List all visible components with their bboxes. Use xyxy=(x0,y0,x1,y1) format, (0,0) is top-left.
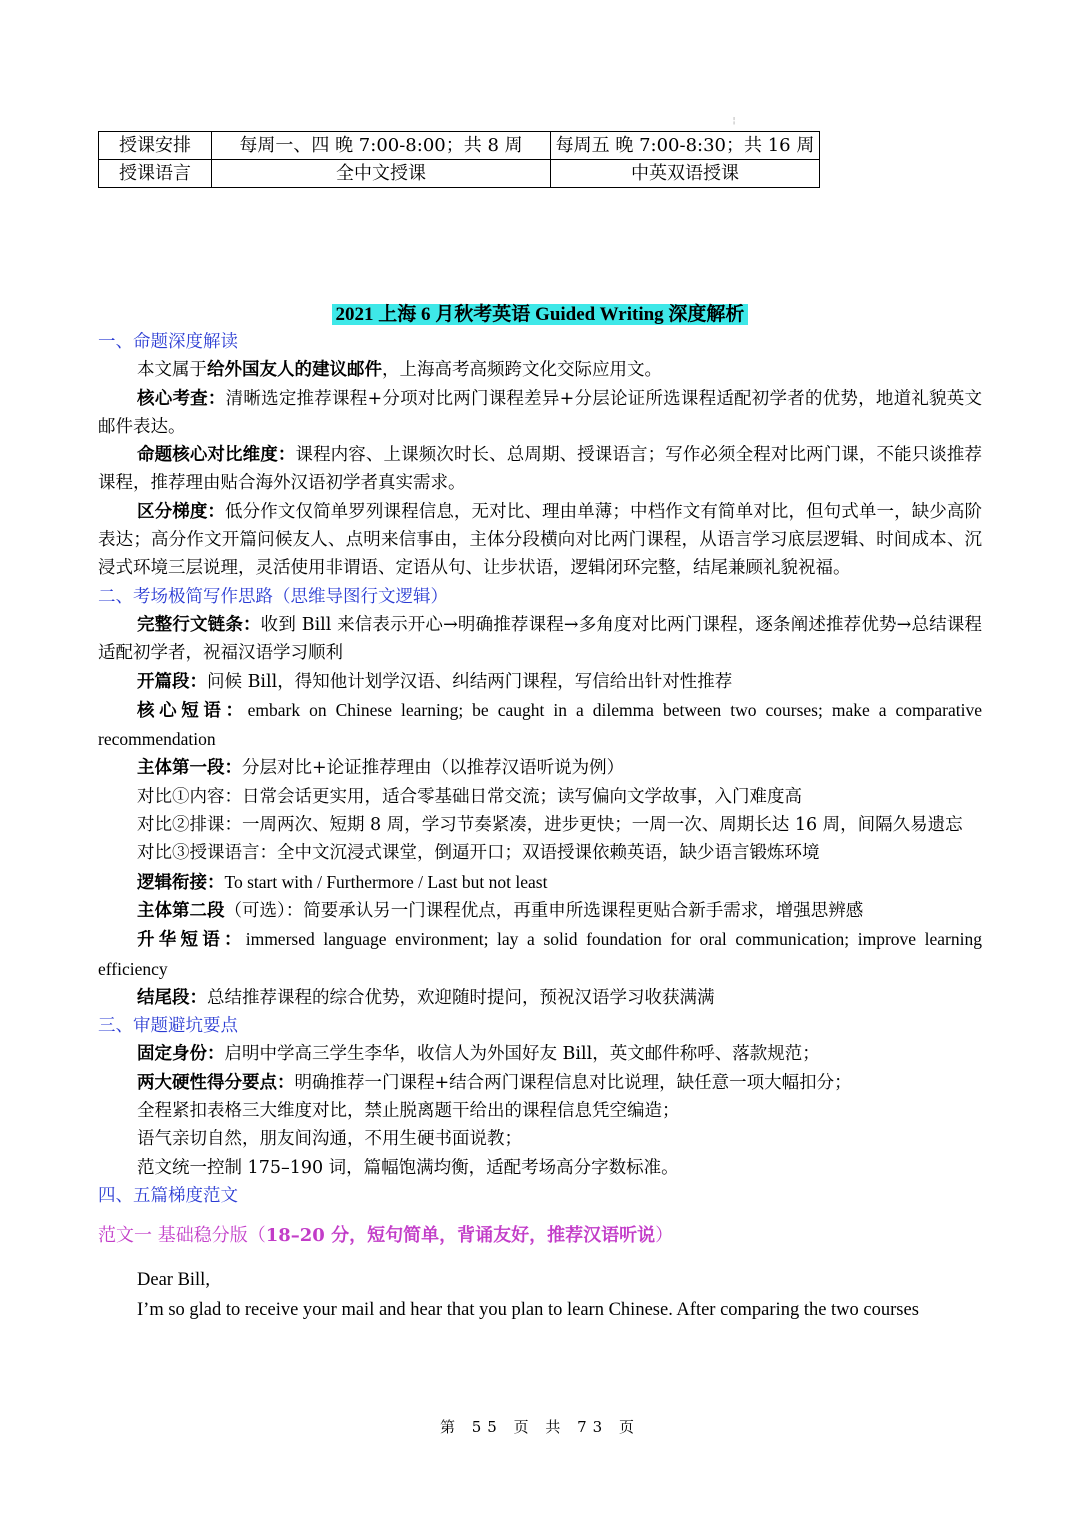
schedule-table xyxy=(98,131,820,188)
paragraph: 命题核心对比维度：课程内容、上课频次时长、总周期、授课语言；写作必须全程对比两门课，不能只谈推荐课程，推荐理由贴合海外汉语初学者真实需求。 xyxy=(98,445,983,494)
paragraph: 对比①内容：日常会话更实用，适合零基础日常交流；读写偏向文学故事，入门难度高 xyxy=(137,786,802,807)
list-item: 范文统一控制 175–190 词，篇幅饱满均衡，适配考场高分字数标准。 xyxy=(137,1157,679,1178)
paragraph: 完整行文链条：收到 Bill 来信表示开心→明确推荐课程→多角度对比两门课程，逐条阐述推荐优势→总结课程适配初学者，祝福汉语学习顺利 xyxy=(98,614,983,664)
table-cell: 每周五 晚 7:00-8:30；共 16 周 xyxy=(551,132,820,160)
section-heading: 四、五篇梯度范文 xyxy=(98,1185,238,1206)
document-body xyxy=(98,328,982,1325)
list-item: 全程紧扣表格三大维度对比，禁止脱离题干给出的课程信息凭空编造； xyxy=(137,1101,680,1122)
table-cell: 中英双语授课 xyxy=(551,160,820,188)
list-item: 两大硬性得分要点：明确推荐一门课程+结合两门课程信息对比说理，缺任意一项大幅扣分； xyxy=(137,1072,852,1093)
paragraph: 核心短语：embark on Chinese learning; be caught in a dilemma between two courses; make a comparative recommendation xyxy=(98,699,982,750)
paragraph: 核心考查：清晰选定推荐课程+分项对比两门课程差异+分层论证所选课程适配初学者的优势，地道礼貌英文邮件表达。 xyxy=(98,388,983,437)
paragraph: 升华短语：immersed language environment; lay a solid foundation for oral communication; improve learning efficiency xyxy=(98,929,982,979)
list-item: 语气亲切自然，朋友间沟通，不用生硬书面说教； xyxy=(137,1129,522,1150)
page-footer: 第 55 页 共 73 页 xyxy=(439,1418,640,1436)
paragraph: 逻辑衔接：To start with / Furthermore / Last but not least xyxy=(137,871,548,893)
paragraph: 结尾段：总结推荐课程的综合优势，欢迎随时提问，预祝汉语学习收获满满 xyxy=(137,987,715,1008)
table-cell: 授课安排 xyxy=(99,132,212,160)
section-heading: 一、命题深度解读 xyxy=(98,332,238,352)
section-heading: 二、考场极简写作思路（思维导图行文逻辑） xyxy=(98,586,448,607)
section-heading: 三、审题避坑要点 xyxy=(98,1016,238,1037)
paragraph: 主体第二段（可选）：简要承认另一门课程优点，再重申所选课程更贴合新手需求，增强思辨感 xyxy=(137,900,864,921)
paragraph: 区分梯度：低分作文仅简单罗列课程信息，无对比、理由单薄；中档作文有简单对比，但句式单一，缺少高阶表达；高分作文开篇问候友人、点明来信事由，主体分段横向对比两门课程，从语言学习底层逻辑、时间成本、沉浸式环境三层说理，灵活使用非谓语、定语从句、让步状语，逻辑闭环完整，结尾兼顾礼貌祝福。 xyxy=(98,501,983,579)
page-title: 2021 上海 6 月秋考英语 Guided Writing 深度解析 xyxy=(0,302,1080,328)
table-row xyxy=(99,160,820,188)
paragraph: 主体第一段：分层对比+论证推荐理由（以推荐汉语听说为例） xyxy=(137,758,625,779)
table-cell: 授课语言 xyxy=(99,160,212,188)
paragraph: 对比②排课：一周两次、短期 8 周，学习节奏紧凑，进步更快；一周一次、周期长达 16 周，间隔久易遗忘 xyxy=(137,815,963,836)
sample-title: 范文一 基础稳分版（18–20 分，短句简单，背诵友好，推荐汉语听说） xyxy=(98,1225,674,1247)
paragraph: 对比③授课语言：全中文沉浸式课堂，倒逼开口；双语授课依赖英语，缺少语言锻炼环境 xyxy=(137,843,820,864)
table-cell: 每周一、四 晚 7:00-8:00；共 8 周 xyxy=(212,132,551,160)
table-cell: 全中文授课 xyxy=(212,160,551,188)
letter-text: Dear Bill, I’m so glad to receive your mail and hear that you plan to learn Chinese. After comparing the two courses xyxy=(137,1269,919,1320)
list-item: 固定身份：启明中学高三学生李华，收信人为外国好友 Bill，英文邮件称呼、落款规范； xyxy=(137,1044,820,1065)
table-row xyxy=(99,132,820,160)
paragraph: 开篇段：问候 Bill，得知他计划学汉语、纠结两门课程，写信给出针对性推荐 xyxy=(137,671,733,692)
paragraph: 本文属于给外国友人的建议邮件，上海高考高频跨文化交际应用文。 xyxy=(137,360,662,381)
scan-mark: ¦ xyxy=(733,116,736,125)
